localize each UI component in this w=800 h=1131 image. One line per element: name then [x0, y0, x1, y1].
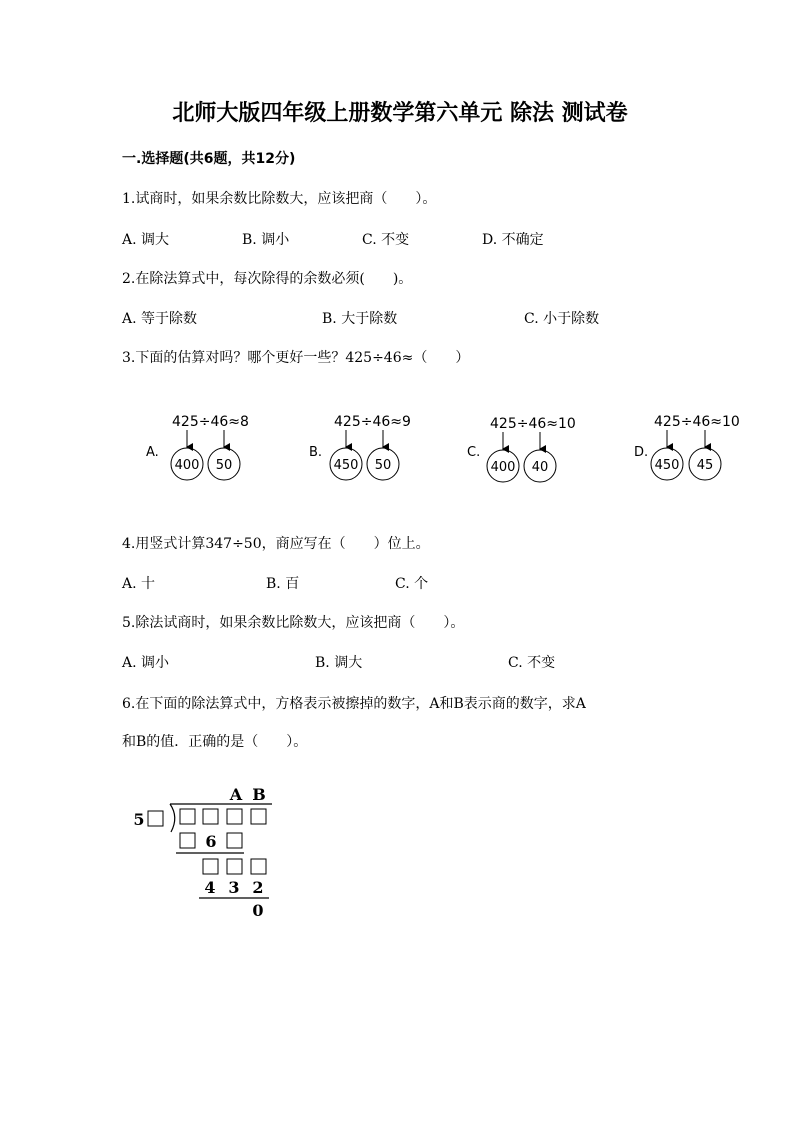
- diagram-d-right-value: 45: [696, 458, 714, 473]
- diagram-a-right-value: 50: [215, 458, 233, 473]
- question-3: 3.下面的估算对吗？哪个更好一些？425÷46≈（ ）: [122, 350, 470, 366]
- row2-box-3: [227, 833, 242, 848]
- quotient-a: A: [229, 785, 243, 804]
- row4-digit-1: 4: [204, 878, 216, 897]
- question-2: 2.在除法算式中，每次除得的余数必须( )。: [122, 271, 413, 287]
- row4-digit-2: 3: [228, 878, 240, 897]
- diagram-c-right-value: 40: [531, 460, 549, 475]
- row3-box-3: [251, 859, 266, 874]
- q5-option-a: A. 调小: [122, 655, 170, 671]
- diagram-b-right-value: 50: [374, 458, 392, 473]
- row3-box-2: [227, 859, 242, 874]
- q4-option-a: A. 十: [122, 576, 156, 592]
- dividend-box-3: [227, 809, 242, 824]
- row4-digit-3: 2: [252, 878, 264, 897]
- diagram-c-label: C.: [467, 445, 481, 460]
- quotient-b: B: [252, 785, 266, 804]
- diagram-c-expression: 425÷46≈10: [490, 416, 576, 432]
- page-title: 北师大版四年级上册数学第六单元 除法 测试卷: [172, 101, 628, 126]
- diagram-a-left-value: 400: [174, 458, 200, 473]
- row3-box-1: [203, 859, 218, 874]
- row2-box-1: [180, 833, 195, 848]
- diagram-b: [309, 414, 411, 480]
- remainder: 0: [252, 901, 264, 920]
- q5-option-b: B. 调大: [315, 655, 363, 671]
- q4-option-b: B. 百: [266, 576, 300, 592]
- divisor-digit: 5: [133, 810, 145, 829]
- q1-option-c: C. 不变: [362, 232, 410, 248]
- q1-option-a: A. 调大: [122, 232, 170, 248]
- diagram-a-expression: 425÷46≈8: [172, 414, 249, 430]
- question-4: 4.用竖式计算347÷50，商应写在（ ）位上。: [122, 536, 430, 552]
- q2-option-c: C. 小于除数: [524, 311, 600, 327]
- diagram-c: [467, 416, 576, 482]
- dividend-box-4: [251, 809, 266, 824]
- divisor-blank-box: [148, 811, 163, 826]
- question-6-line-1: 6.在下面的除法算式中，方格表示被擦掉的数字，A和B表示商的数字，求A: [122, 696, 586, 712]
- diagram-b-label: B.: [309, 445, 323, 460]
- diagram-a: [146, 414, 249, 480]
- diagram-a-label: A.: [146, 445, 159, 460]
- diagram-d-label: D.: [634, 445, 649, 460]
- long-division-diagram: [0, 775, 800, 925]
- diagram-b-left-value: 450: [333, 458, 359, 473]
- question-6-line-2: 和B的值．正确的是（ ）。: [122, 734, 308, 750]
- q5-option-c: C. 不变: [508, 655, 556, 671]
- diagram-d: [634, 414, 740, 480]
- diagram-d-expression: 425÷46≈10: [654, 414, 740, 430]
- question-5: 5.除法试商时，如果余数比除数大，应该把商（ ）。: [122, 615, 465, 631]
- diagram-d-left-value: 450: [654, 458, 680, 473]
- q1-option-d: D. 不确定: [482, 232, 544, 248]
- q2-option-b: B. 大于除数: [322, 311, 398, 327]
- estimation-diagrams: [0, 400, 800, 500]
- dividend-box-2: [203, 809, 218, 824]
- dividend-box-1: [180, 809, 195, 824]
- q2-option-a: A. 等于除数: [122, 311, 198, 327]
- question-1: 1.试商时，如果余数比除数大，应该把商（ ）。: [122, 191, 437, 207]
- row2-digit: 6: [205, 832, 217, 851]
- diagram-c-left-value: 400: [490, 460, 516, 475]
- q4-option-c: C. 个: [395, 576, 429, 592]
- section-heading: 一.选择题(共6题，共12分): [122, 151, 296, 167]
- division-bracket: [170, 804, 175, 832]
- q1-option-b: B. 调小: [242, 232, 290, 248]
- diagram-b-expression: 425÷46≈9: [334, 414, 411, 430]
